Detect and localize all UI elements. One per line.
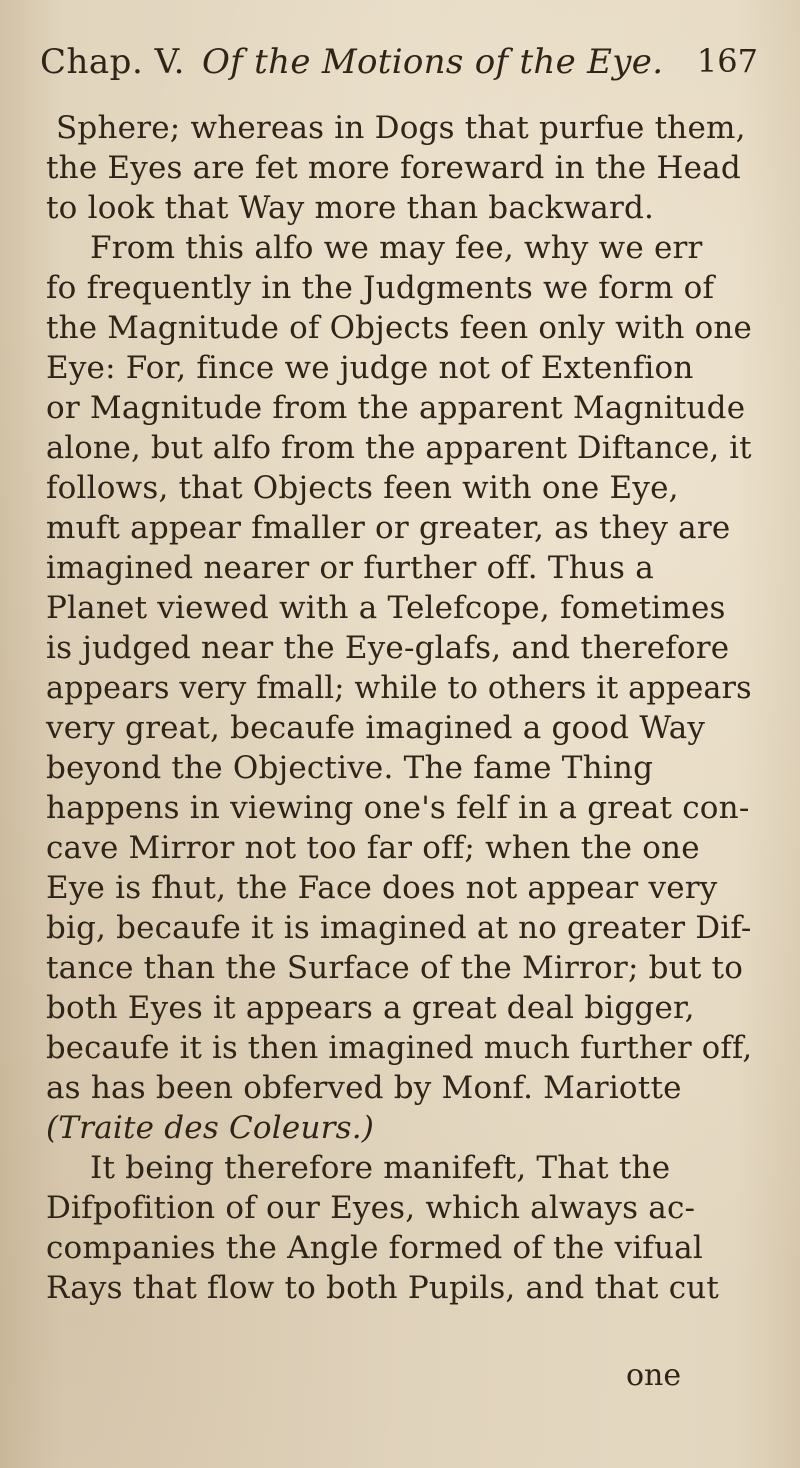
text-line: cave Mirror not too far off; when the one [46, 830, 700, 866]
text-line: muft appear fmaller or greater, as they are [46, 510, 731, 546]
text-line: companies the Angle formed of the vifual [46, 1230, 703, 1266]
running-title: Of the Motions of the Eye. [202, 42, 664, 82]
text-line: tance than the Surface of the Mirror; but to [46, 950, 744, 986]
text-line: follows, that Objects feen with one Eye, [46, 470, 679, 506]
text-line: Planet viewed with a Telefcope, fometimes [46, 590, 726, 626]
text-line: It being therefore manifeft, That the [90, 1150, 671, 1186]
text-line: Difpofition of our Eyes, which always ac- [46, 1190, 696, 1226]
text-line: very great, becaufe imagined a good Way [46, 710, 706, 746]
text-line: big, becaufe it is imagined at no greater Dif- [46, 910, 752, 946]
text-line: Eye is fhut, the Face does not appear very [46, 870, 718, 906]
page-header [40, 42, 760, 92]
text-line: beyond the Objective. The fame Thing [46, 750, 654, 786]
text-line: as has been obferved by Monf. Mariotte [46, 1070, 682, 1106]
text-line: Eye: For, fince we judge not of Extenfion [46, 350, 694, 386]
text-line: becaufe it is then imagined much further off, [46, 1030, 753, 1066]
chapter-heading: Chap. V. [40, 42, 185, 82]
text-line: Sphere; whereas in Dogs that purfue them, [56, 110, 746, 146]
text-line: to look that Way more than backward. [46, 190, 655, 226]
text-line: both Eyes it appears a great deal bigger, [46, 990, 695, 1026]
text-line: the Magnitude of Objects feen only with one [46, 310, 753, 346]
catchword: one [626, 1358, 682, 1393]
text-line: fo frequently in the Judgments we form of [46, 270, 715, 306]
text-line: imagined nearer or further off. Thus a [46, 550, 654, 586]
page-number: 167 [696, 42, 758, 80]
text-line: is judged near the Eye-glafs, and therefore [46, 630, 730, 666]
text-line: From this alfo we may fee, why we err [90, 230, 703, 266]
text-line: the Eyes are fet more foreward in the Head [46, 150, 741, 186]
text-line: alone, but alfo from the apparent Diftance, it [46, 430, 752, 466]
text-line: (Traite des Coleurs.) [46, 1110, 375, 1146]
text-line: or Magnitude from the apparent Magnitude [46, 390, 746, 426]
text-line: appears very fmall; while to others it appears [46, 670, 752, 706]
text-line: happens in viewing one's felf in a great con- [46, 790, 750, 826]
text-line: Rays that flow to both Pupils, and that cut [46, 1270, 720, 1306]
